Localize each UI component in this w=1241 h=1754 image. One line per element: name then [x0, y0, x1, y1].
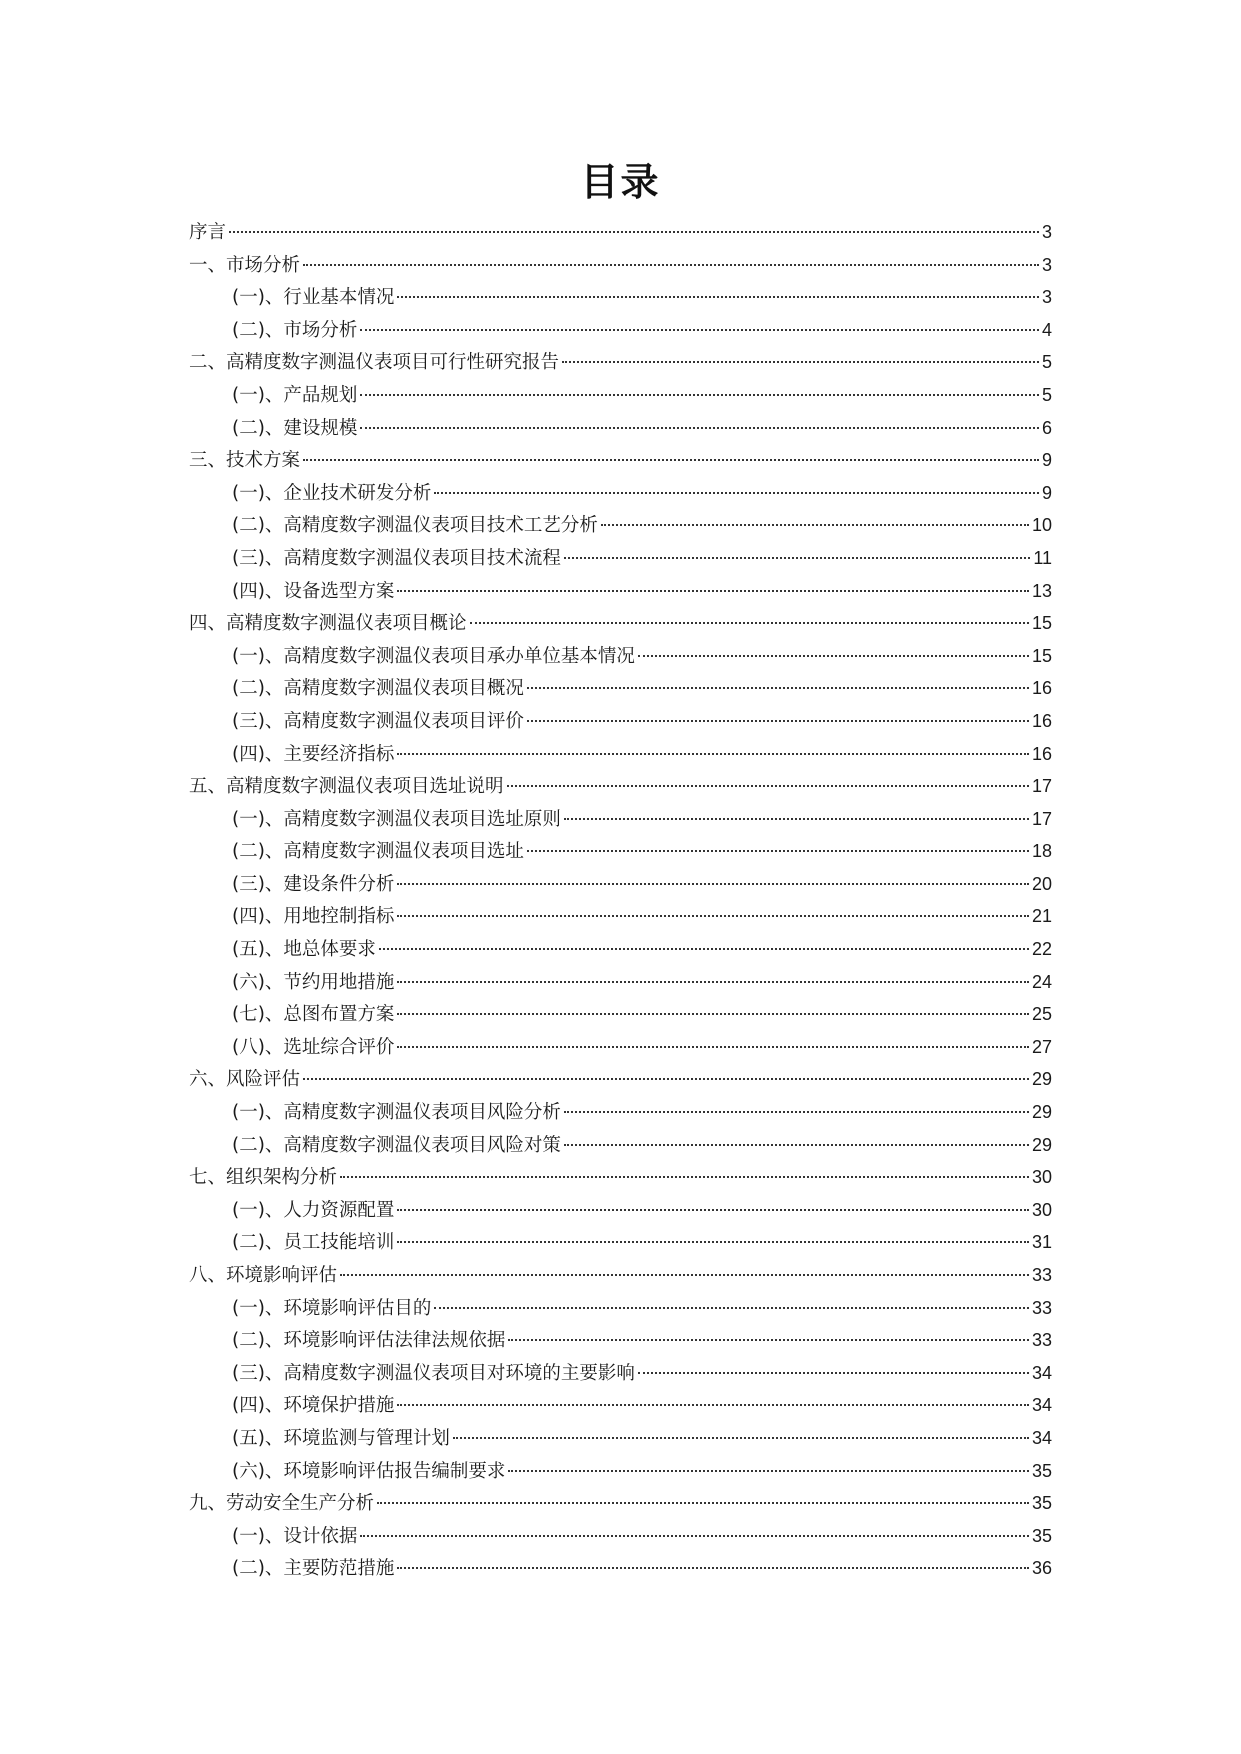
- toc-subsection-entry[interactable]: [189, 314, 1052, 347]
- toc-page-number: 34: [1031, 1362, 1052, 1383]
- toc-subsection-entry[interactable]: [189, 803, 1052, 836]
- toc-entry-label: (二)、市场分析: [232, 319, 358, 341]
- toc-entry-label: (二)、高精度数字测温仪表项目技术工艺分析: [232, 515, 598, 537]
- toc-entry-label: (七)、总图布置方案: [232, 1004, 395, 1026]
- toc-entry-label: (二)、员工技能培训: [232, 1232, 395, 1254]
- toc-page-number: 13: [1031, 580, 1052, 601]
- toc-dot-leader: [397, 883, 1029, 885]
- toc-entry-label: 八、环境影响评估: [189, 1265, 338, 1286]
- toc-dot-leader: [397, 915, 1029, 917]
- toc-page-number: 35: [1031, 1460, 1052, 1481]
- toc-dot-leader: [303, 459, 1039, 461]
- toc-subsection-entry[interactable]: [189, 1226, 1052, 1259]
- toc-dot-leader: [397, 296, 1039, 298]
- toc-entry-label: (二)、高精度数字测温仪表项目概况: [232, 678, 524, 700]
- toc-page-number: 9: [1041, 482, 1052, 503]
- toc-entry-label: 七、组织架构分析: [189, 1167, 338, 1189]
- toc-dot-leader: [601, 524, 1029, 526]
- toc-page-number: 9: [1041, 450, 1052, 471]
- toc-entry-label: 一、市场分析: [189, 254, 301, 276]
- toc-entry-label: (六)、节约用地措施: [232, 971, 395, 993]
- toc-dot-leader: [360, 394, 1039, 396]
- toc-page-number: 33: [1031, 1265, 1052, 1285]
- toc-entry-label: (五)、环境监测与管理计划: [232, 1427, 450, 1449]
- toc-entry-label: (三)、建设条件分析: [232, 873, 395, 895]
- toc-dot-leader: [564, 818, 1029, 820]
- toc-dot-leader: [434, 492, 1039, 494]
- toc-entry-label: (一)、环境影响评估目的: [232, 1297, 432, 1319]
- toc-entry-label: (一)、高精度数字测温仪表项目风险分析: [232, 1102, 561, 1124]
- toc-entry-label: (一)、行业基本情况: [232, 287, 395, 309]
- toc-subsection-entry[interactable]: [189, 966, 1052, 999]
- toc-page-number: 16: [1031, 710, 1052, 731]
- toc-subsection-entry[interactable]: [189, 1357, 1052, 1390]
- toc-dot-leader: [508, 1470, 1029, 1472]
- toc-page-number: 3: [1041, 254, 1052, 275]
- toc-page-number: 22: [1031, 939, 1052, 960]
- toc-subsection-entry[interactable]: [189, 509, 1052, 542]
- toc-dot-leader: [340, 1176, 1029, 1178]
- toc-section-entry[interactable]: [189, 216, 1052, 249]
- toc-dot-leader: [638, 655, 1029, 657]
- toc-entry-label: 六、风险评估: [189, 1069, 301, 1091]
- toc-page-number: 35: [1031, 1525, 1052, 1546]
- toc-page-number: 10: [1031, 515, 1052, 536]
- toc-dot-leader: [453, 1437, 1029, 1439]
- toc-dot-leader: [527, 720, 1029, 722]
- toc-page-number: 15: [1031, 613, 1052, 634]
- toc-dot-leader: [229, 231, 1039, 233]
- toc-entry-label: 二、高精度数字测温仪表项目可行性研究报告: [189, 352, 560, 374]
- toc-page-number: 20: [1031, 873, 1052, 894]
- toc-page-number: 16: [1031, 678, 1052, 699]
- toc-dot-leader: [507, 785, 1029, 787]
- toc-page-number: 33: [1031, 1330, 1052, 1351]
- toc-entry-label: (二)、高精度数字测温仪表项目风险对策: [232, 1134, 561, 1156]
- toc-page-number: 6: [1041, 417, 1052, 438]
- toc-dot-leader: [397, 1241, 1029, 1243]
- toc-title: 目录: [580, 160, 661, 204]
- toc-dot-leader: [397, 1013, 1029, 1015]
- toc-subsection-entry[interactable]: [189, 998, 1052, 1031]
- toc-entry-label: 五、高精度数字测温仪表项目选址说明: [189, 776, 504, 798]
- toc-entry-label: (一)、企业技术研发分析: [232, 482, 432, 504]
- toc-dot-leader: [360, 1535, 1029, 1537]
- toc-dot-leader: [397, 1567, 1029, 1569]
- toc-page-number: 17: [1031, 776, 1052, 797]
- toc-page-number: 36: [1031, 1558, 1052, 1579]
- toc-section-entry[interactable]: [189, 444, 1052, 477]
- toc-subsection-entry[interactable]: [189, 1520, 1052, 1553]
- toc-dot-leader: [397, 1209, 1029, 1211]
- toc-page-number: 17: [1031, 808, 1052, 829]
- toc-dot-leader: [360, 427, 1039, 429]
- toc-entry-label: (二)、环境影响评估法律法规依据: [232, 1330, 506, 1352]
- toc-subsection-entry[interactable]: [189, 705, 1052, 738]
- toc-entry-label: (三)、高精度数字测温仪表项目对环境的主要影响: [232, 1362, 635, 1384]
- toc-entry-label: (一)、人力资源配置: [232, 1199, 395, 1221]
- toc-section-entry[interactable]: [189, 1063, 1052, 1096]
- toc-dot-leader: [638, 1372, 1029, 1374]
- toc-dot-leader: [379, 948, 1029, 950]
- toc-page-number: 29: [1031, 1134, 1052, 1155]
- toc-entry-label: 三、技术方案: [189, 450, 301, 472]
- toc-entry-label: (三)、高精度数字测温仪表项目技术流程: [232, 547, 561, 569]
- toc-subsection-entry[interactable]: [189, 1324, 1052, 1357]
- toc-dot-leader: [508, 1339, 1029, 1341]
- toc-page-number: 25: [1031, 1004, 1052, 1025]
- toc-page-number: 24: [1031, 971, 1052, 992]
- toc-section-entry[interactable]: [189, 346, 1052, 379]
- toc-entry-label: (一)、产品规划: [232, 384, 358, 406]
- toc-page-number: 5: [1041, 352, 1052, 373]
- toc-entry-label: (一)、高精度数字测温仪表项目承办单位基本情况: [232, 645, 635, 667]
- toc-entry-label: 九、劳动安全生产分析: [189, 1493, 375, 1515]
- toc-page-number: 31: [1031, 1232, 1052, 1253]
- toc-subsection-entry[interactable]: [189, 672, 1052, 705]
- toc-page-number: 4: [1041, 319, 1052, 340]
- toc-subsection-entry[interactable]: [189, 379, 1052, 412]
- toc-subsection-entry[interactable]: [189, 933, 1052, 966]
- toc-dot-leader: [562, 361, 1039, 363]
- toc-dot-leader: [527, 687, 1029, 689]
- toc-page-number: 21: [1031, 906, 1052, 927]
- toc-page-number: 5: [1041, 384, 1052, 405]
- toc-entry-label: 序言: [189, 222, 227, 243]
- toc-dot-leader: [527, 850, 1029, 852]
- toc-subsection-entry[interactable]: [189, 868, 1052, 901]
- toc-dot-leader: [564, 557, 1030, 559]
- toc-entry-label: (二)、主要防范措施: [232, 1558, 395, 1580]
- toc-page-number: 29: [1031, 1069, 1052, 1090]
- toc-page-number: 3: [1041, 287, 1052, 308]
- toc-subsection-entry[interactable]: [189, 738, 1052, 771]
- toc-dot-leader: [564, 1111, 1029, 1113]
- toc-entry-label: (四)、主要经济指标: [232, 743, 395, 765]
- toc-page-number: 35: [1031, 1493, 1052, 1514]
- toc-subsection-entry[interactable]: [189, 1422, 1052, 1455]
- toc-section-entry[interactable]: [189, 607, 1052, 640]
- toc-entry-label: (一)、高精度数字测温仪表项目选址原则: [232, 808, 561, 830]
- toc-entry-label: (二)、高精度数字测温仪表项目选址: [232, 841, 524, 863]
- toc-subsection-entry[interactable]: [189, 1552, 1052, 1585]
- toc-page-number: 33: [1031, 1297, 1052, 1318]
- toc-subsection-entry[interactable]: [189, 477, 1052, 510]
- toc-page-number: 3: [1041, 222, 1052, 242]
- toc-dot-leader: [340, 1274, 1029, 1276]
- toc-entry-label: (五)、地总体要求: [232, 939, 376, 961]
- toc-list: [189, 216, 1052, 1585]
- toc-dot-leader: [397, 753, 1029, 755]
- toc-dot-leader: [377, 1502, 1029, 1504]
- toc-dot-leader: [564, 1144, 1029, 1146]
- toc-subsection-entry[interactable]: [189, 1129, 1052, 1162]
- toc-dot-leader: [303, 264, 1039, 266]
- toc-page-number: 16: [1031, 743, 1052, 764]
- toc-subsection-entry[interactable]: [189, 1292, 1052, 1325]
- toc-section-entry[interactable]: [189, 1487, 1052, 1520]
- toc-section-entry[interactable]: [189, 770, 1052, 803]
- toc-subsection-entry[interactable]: [189, 900, 1052, 933]
- toc-subsection-entry[interactable]: [189, 1455, 1052, 1488]
- toc-page-number: 11: [1033, 547, 1052, 568]
- toc-entry-label: (六)、环境影响评估报告编制要求: [232, 1460, 506, 1482]
- toc-dot-leader: [397, 981, 1029, 983]
- toc-entry-label: (三)、高精度数字测温仪表项目评价: [232, 710, 524, 732]
- toc-entry-label: (四)、设备选型方案: [232, 580, 395, 602]
- toc-page-number: 34: [1031, 1427, 1052, 1448]
- toc-dot-leader: [470, 622, 1029, 624]
- toc-dot-leader: [434, 1307, 1029, 1309]
- toc-section-entry[interactable]: [189, 249, 1052, 282]
- toc-page-number: 29: [1031, 1102, 1052, 1123]
- toc-dot-leader: [397, 1046, 1029, 1048]
- toc-subsection-entry[interactable]: [189, 1031, 1052, 1064]
- toc-entry-label: (四)、环境保护措施: [232, 1395, 395, 1417]
- toc-page-number: 18: [1031, 841, 1052, 862]
- toc-section-entry[interactable]: [189, 1259, 1052, 1292]
- toc-subsection-entry[interactable]: [189, 575, 1052, 608]
- toc-page-number: 34: [1031, 1395, 1052, 1416]
- toc-subsection-entry[interactable]: [189, 835, 1052, 868]
- toc-page-number: 30: [1031, 1167, 1052, 1188]
- toc-entry-label: 四、高精度数字测温仪表项目概论: [189, 613, 467, 635]
- toc-page-number: 27: [1031, 1036, 1052, 1057]
- toc-page-number: 30: [1031, 1199, 1052, 1220]
- toc-subsection-entry[interactable]: [189, 542, 1052, 575]
- toc-dot-leader: [397, 1404, 1029, 1406]
- toc-subsection-entry[interactable]: [189, 1096, 1052, 1129]
- toc-dot-leader: [397, 590, 1029, 592]
- toc-subsection-entry[interactable]: [189, 1389, 1052, 1422]
- toc-dot-leader: [360, 329, 1039, 331]
- toc-entry-label: (二)、建设规模: [232, 417, 358, 439]
- toc-page-number: 15: [1031, 645, 1052, 666]
- toc-entry-label: (八)、选址综合评价: [232, 1036, 395, 1058]
- toc-entry-label: (一)、设计依据: [232, 1525, 358, 1547]
- toc-entry-label: (四)、用地控制指标: [232, 906, 395, 928]
- toc-subsection-entry[interactable]: [189, 281, 1052, 314]
- toc-subsection-entry[interactable]: [189, 412, 1052, 445]
- toc-dot-leader: [303, 1078, 1029, 1080]
- toc-section-entry[interactable]: [189, 1161, 1052, 1194]
- toc-subsection-entry[interactable]: [189, 640, 1052, 673]
- toc-subsection-entry[interactable]: [189, 1194, 1052, 1227]
